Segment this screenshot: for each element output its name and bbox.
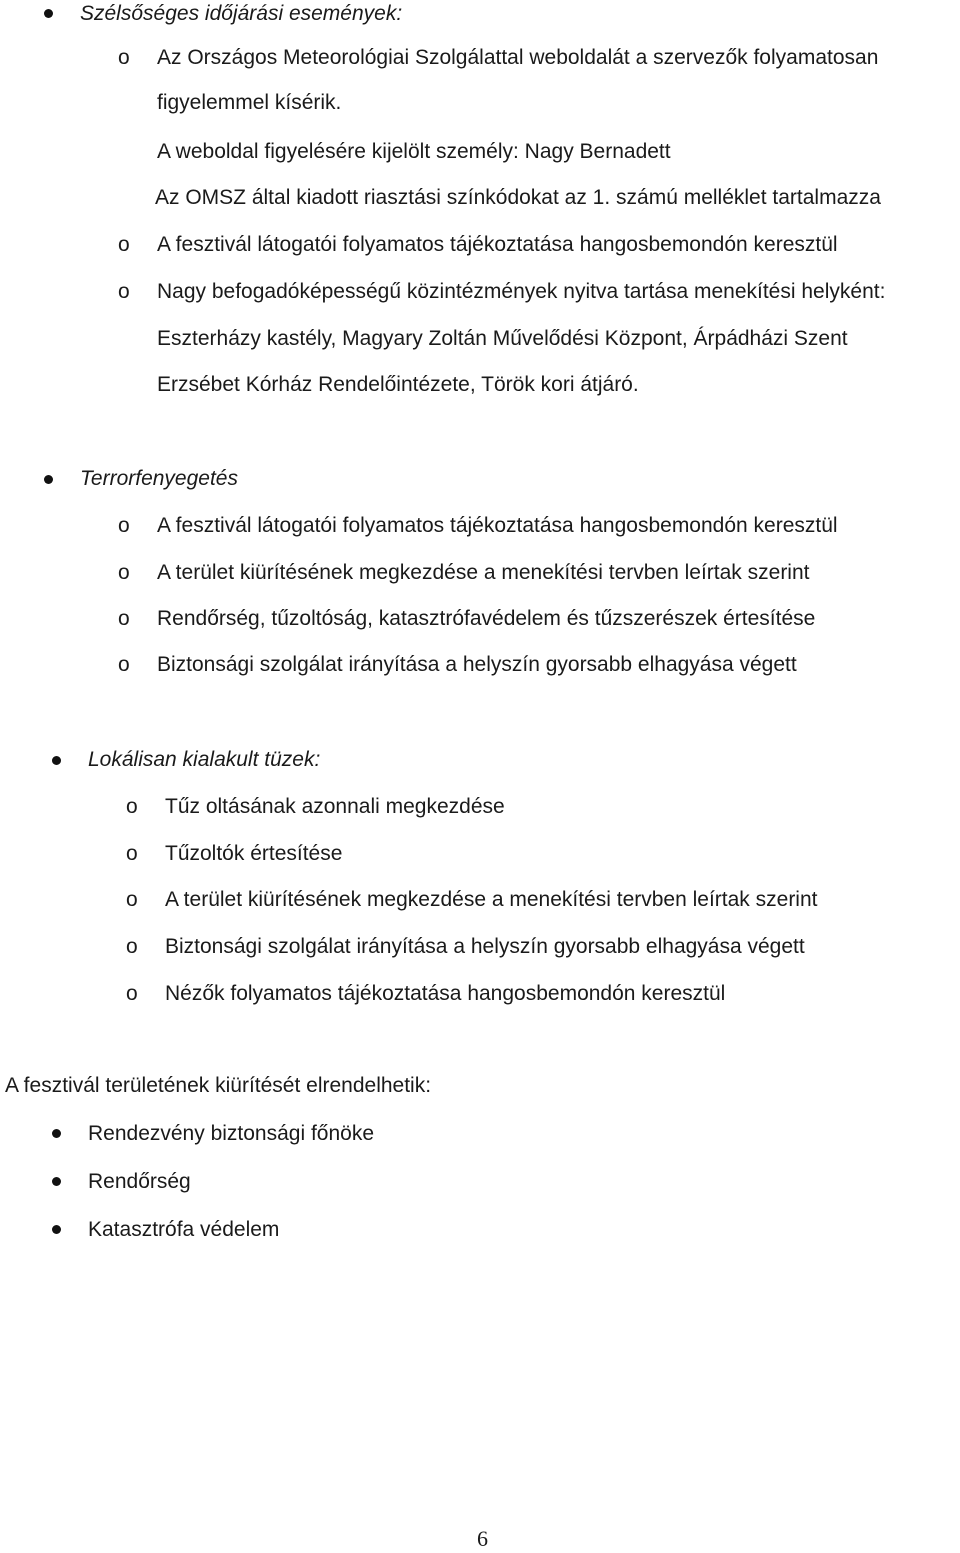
sub-bullet-icon: o (126, 795, 138, 818)
list-item: A fesztivál látogatói folyamatos tájékoztatása hangosbemondón keresztül (157, 233, 838, 256)
sub-bullet-icon: o (118, 280, 130, 303)
list-item: Rendőrség, tűzoltóság, katasztrófavédelem és tűzszerészek értesítése (157, 607, 816, 630)
list-item: Tűzoltók értesítése (165, 842, 343, 865)
sub-bullet-icon: o (126, 888, 138, 911)
list-item: Az Országos Meteorológiai Szolgálattal weboldalát a szervezők folyamatosan (157, 46, 879, 69)
bullet-icon (52, 1129, 61, 1138)
list-item: A terület kiürítésének megkezdése a menekítési tervben leírtak szerint (165, 888, 818, 911)
list-item: Nézők folyamatos tájékoztatása hangosbemondón keresztül (165, 982, 726, 1005)
list-item: Rendőrség (88, 1170, 191, 1193)
sub-bullet-icon: o (118, 561, 130, 584)
list-item: A weboldal figyelésére kijelölt személy: Nagy Bernadett (157, 140, 671, 163)
sub-bullet-icon: o (126, 935, 138, 958)
bullet-icon (52, 1225, 61, 1234)
sub-bullet-icon: o (126, 982, 138, 1005)
page-number: 6 (477, 1526, 488, 1551)
section-heading-terror: Terrorfenyegetés (80, 467, 238, 490)
list-item: Katasztrófa védelem (88, 1218, 280, 1241)
section-heading-fires: Lokálisan kialakult tüzek: (88, 748, 321, 771)
list-item: Az OMSZ által kiadott riasztási színkódokat az 1. számú melléklet tartalmazza (155, 186, 881, 209)
list-item: A fesztivál látogatói folyamatos tájékoztatása hangosbemondón keresztül (157, 514, 838, 537)
sub-bullet-icon: o (118, 653, 130, 676)
sub-bullet-icon: o (118, 46, 130, 69)
list-item: Rendezvény biztonsági főnöke (88, 1122, 375, 1145)
sub-bullet-icon: o (126, 842, 138, 865)
list-item: Biztonsági szolgálat irányítása a helyszín gyorsabb elhagyása végett (157, 653, 797, 676)
bullet-icon (44, 475, 53, 484)
list-item-continuation: Erzsébet Kórház Rendelőintézete, Török kori átjáró. (157, 373, 639, 396)
list-item: A terület kiürítésének megkezdése a menekítési tervben leírtak szerint (157, 561, 810, 584)
list-item-continuation: Eszterházy kastély, Magyary Zoltán Művelődési Központ, Árpádházi Szent (157, 327, 848, 350)
bullet-icon (52, 1177, 61, 1186)
list-item: Nagy befogadóképességű közintézmények nyitva tartása menekítési helyként: (157, 280, 886, 303)
bullet-icon (52, 756, 61, 765)
list-item-continuation: figyelemmel kísérik. (157, 91, 342, 114)
sub-bullet-icon: o (118, 607, 130, 630)
sub-bullet-icon: o (118, 514, 130, 537)
list-item: Tűz oltásának azonnali megkezdése (165, 795, 505, 818)
section-heading-weather: Szélsőséges időjárási események: (80, 2, 403, 25)
evacuation-intro: A fesztivál területének kiürítését elrendelhetik: (5, 1074, 432, 1097)
list-item: Biztonsági szolgálat irányítása a helyszín gyorsabb elhagyása végett (165, 935, 805, 958)
sub-bullet-icon: o (118, 233, 130, 256)
bullet-icon (44, 9, 53, 18)
